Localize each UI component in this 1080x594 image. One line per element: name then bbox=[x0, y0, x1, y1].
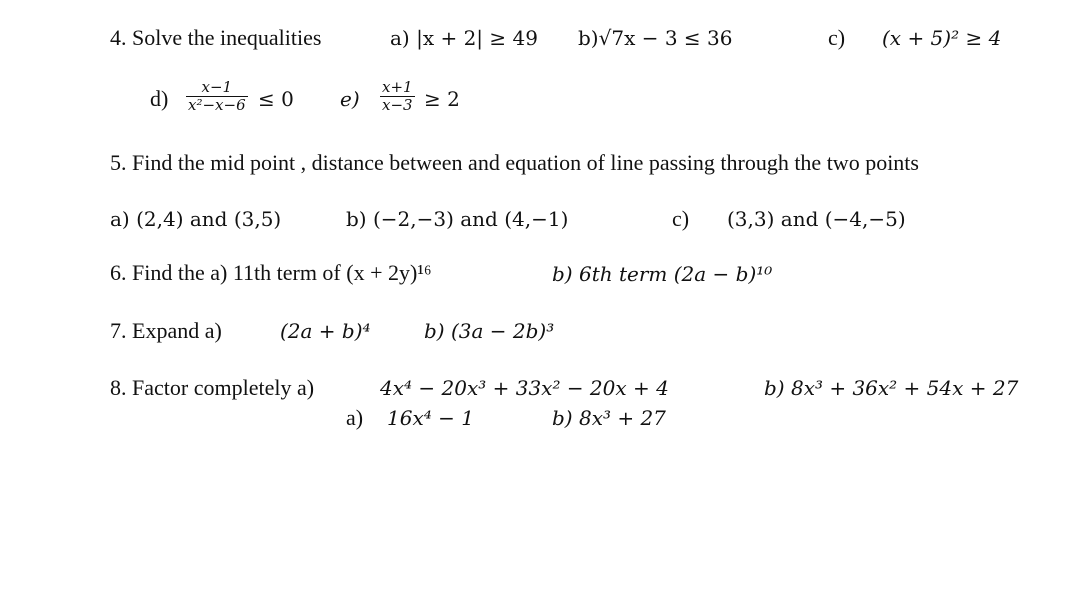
q7-label: 7. Expand a) bbox=[110, 318, 222, 343]
q4-label: 4. Solve the inequalities bbox=[110, 25, 322, 50]
q8-part-a2: 16x⁴ − 1 bbox=[387, 406, 474, 430]
q4-part-c-label: c) bbox=[828, 25, 846, 50]
q4-part-b: b)√7x − 3 ≤ 36 bbox=[578, 26, 733, 50]
q6-part-b: b) 6th term (2a − b)¹⁰ bbox=[552, 262, 773, 286]
q4-part-d-label: d) bbox=[150, 86, 169, 111]
q4-part-a: a) |x + 2| ≥ 49 bbox=[390, 26, 538, 50]
q4-part-d-denominator: x²−x−6 bbox=[188, 96, 246, 114]
q4-part-d-fraction bbox=[186, 79, 248, 114]
q5-part-c-label: c) bbox=[672, 206, 690, 231]
q4-part-e-denominator: x−3 bbox=[382, 96, 413, 114]
q4-part-e-label: e) bbox=[340, 87, 360, 111]
q6-label: 6. Find the a) 11th term of (x + 2y)¹⁶ bbox=[110, 260, 432, 285]
q7-part-b: b) (3a − 2b)³ bbox=[424, 319, 555, 343]
q8-part-a2-label: a) bbox=[346, 405, 364, 430]
q4-part-d-numerator: x−1 bbox=[201, 78, 233, 96]
q4-part-c: (x + 5)² ≥ 4 bbox=[882, 26, 1002, 50]
q5-part-c: (3,3) and (−4,−5) bbox=[727, 207, 906, 231]
q5-part-a: a) (2,4) and (3,5) bbox=[110, 207, 282, 231]
q8-part-b2: b) 8x³ + 27 bbox=[552, 406, 666, 430]
q8-part-b: b) 8x³ + 36x² + 54x + 27 bbox=[764, 376, 1019, 400]
q5-part-b: b) (−2,−3) and (4,−1) bbox=[346, 207, 569, 231]
q5-label: 5. Find the mid point , distance between and equation of line passing through the two points bbox=[110, 150, 919, 175]
q7-part-a: (2a + b)⁴ bbox=[280, 319, 371, 343]
q4-part-e-numerator: x+1 bbox=[382, 78, 413, 96]
q4-part-e-relation: ≥ 2 bbox=[424, 87, 460, 111]
q8-label: 8. Factor completely a) bbox=[110, 375, 315, 400]
q4-part-e-fraction bbox=[380, 79, 415, 114]
q4-part-d-relation: ≤ 0 bbox=[258, 87, 294, 111]
q8-part-a: 4x⁴ − 20x³ + 33x² − 20x + 4 bbox=[380, 376, 669, 400]
